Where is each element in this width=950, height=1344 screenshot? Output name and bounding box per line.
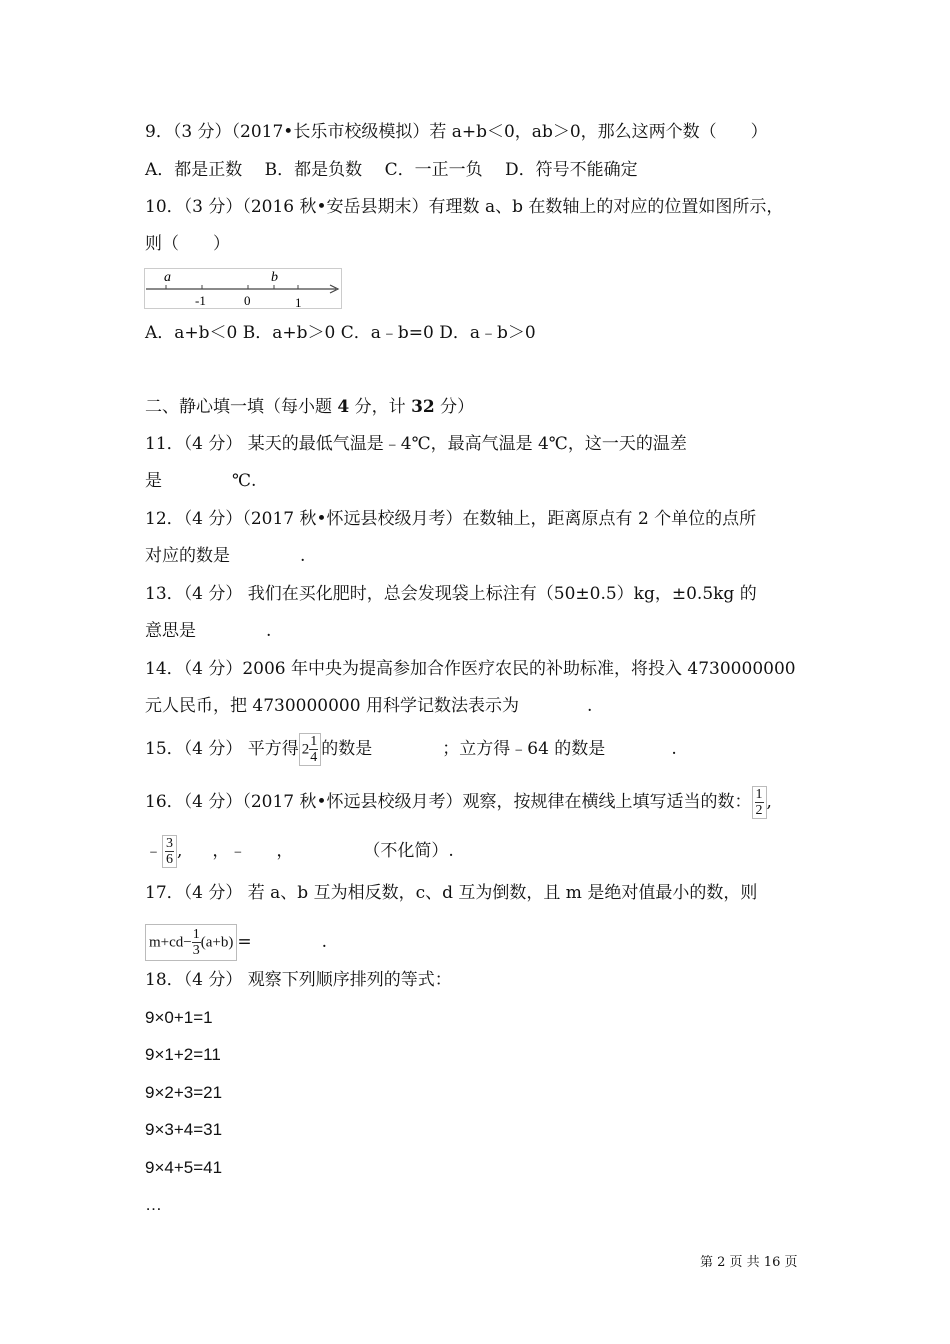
q14-line2 <box>145 695 592 717</box>
q17-line2 <box>145 924 327 961</box>
q17-expr-post: (a+b) <box>200 934 234 951</box>
q15-post: . <box>671 739 677 759</box>
section2-n1: 4 <box>337 397 350 417</box>
q16-sign: ﹣ <box>145 841 162 861</box>
q13-post: . <box>266 621 272 641</box>
q15-num: 1 <box>310 734 318 749</box>
section2-n2: 32 <box>411 397 435 417</box>
q10-stem: 10．（3 分）（2016 秋•安岳县期末）有理数 a、b 在数轴上的对应的位置如图所示， <box>145 197 784 217</box>
q10-stem-cont: 则（ ） <box>145 234 230 254</box>
q16-rest2: ，﹣ <box>212 841 247 861</box>
q18-eq-3: 9×3+4=31 <box>145 1120 223 1139</box>
page-footer: 第 2 页 共 16 页 <box>700 1255 798 1270</box>
q11-pre: 是 <box>145 471 162 491</box>
q17-expression <box>145 924 237 961</box>
q18-ellipsis: … <box>145 1195 162 1214</box>
q16-line1 <box>145 786 772 819</box>
q18-line1: 18．（4 分） 观察下列顺序排列的等式： <box>145 970 452 990</box>
q18-eq-0: 9×0+1=1 <box>145 1008 213 1027</box>
label-b: b <box>271 270 278 285</box>
label-minus1: -1 <box>195 293 206 308</box>
q16-rest1: , <box>177 841 183 861</box>
q14-line1: 14．（4 分）2006 年中央为提高参加合作医疗农民的补助标准，将投入 4730000000 <box>145 659 796 679</box>
q17-expr-den: 3 <box>192 943 200 958</box>
q16-f2-den: 6 <box>166 852 173 867</box>
q16-f1-num: 1 <box>755 787 763 802</box>
section2-mid: 分，计 <box>349 397 412 417</box>
q16-f1-den: 2 <box>755 803 763 818</box>
q15-mid: 的数是 <box>321 739 373 759</box>
section2-heading <box>145 396 474 418</box>
q15-den: 4 <box>310 750 318 765</box>
q16-rest3: ， <box>276 841 294 861</box>
q14-pre: 元人民币，把 4730000000 用科学记数法表示为 <box>145 696 519 716</box>
q11-line2 <box>145 470 256 492</box>
label-one: 1 <box>295 295 302 310</box>
q18-eq-2: 9×2+3=21 <box>145 1083 223 1102</box>
q15-line <box>145 733 677 766</box>
q9-stem: 9．（3 分）（2017•长乐市校级模拟）若 a+b＜0，ab＞0，那么这两个数（ ） <box>145 122 768 142</box>
label-zero: 0 <box>244 293 251 308</box>
q14-post: . <box>586 696 593 716</box>
q16-fraction1 <box>752 786 767 819</box>
q12-line1: 12．（4 分）（2017 秋•怀远县校级月考）在数轴上，距离原点有 2 个单位的点所 <box>145 509 757 529</box>
q12-post: . <box>300 546 306 566</box>
q9-options: A．都是正数 B．都是负数 C．一正一负 D．符号不能确定 <box>145 160 638 180</box>
q15-whole: 2 <box>301 741 310 758</box>
q10-options: A．a+b＜0 B．a+b＞0 C．a﹣b=0 D．a﹣b＞0 <box>145 323 536 343</box>
section2-pre: 二、静心填一填（每小题 <box>145 397 338 417</box>
q18-eq-4: 9×4+5=41 <box>145 1158 223 1177</box>
q12-pre: 对应的数是 <box>145 546 230 566</box>
q15-mid2: ；立方得﹣64 的数是 <box>442 739 606 759</box>
q15-mixed-fraction <box>299 733 322 766</box>
q16-end: （不化简）. <box>363 841 454 861</box>
q16-line2 <box>145 835 454 868</box>
q17-end: . <box>321 932 328 952</box>
number-line-figure <box>144 268 344 310</box>
q11-post: ℃. <box>232 471 257 491</box>
q15-pre: 15．（4 分） 平方得 <box>145 739 299 759</box>
q16-text: 16．（4 分）（2017 秋•怀远县校级月考）观察，按规律在横线上填写适当的数： <box>145 792 752 812</box>
label-a: a <box>164 270 171 285</box>
q17-eq: = <box>237 932 252 952</box>
q13-line2 <box>145 620 271 642</box>
q13-pre: 意思是 <box>145 621 196 641</box>
q17-expr-pre: m+cd− <box>149 934 192 951</box>
q11-line1: 11．（4 分） 某天的最低气温是﹣4℃，最高气温是 4℃，这一天的温差 <box>145 434 687 454</box>
q17-line1: 17．（4 分） 若 a、b 互为相反数，c、d 互为倒数，且 m 是绝对值最小的数，则 <box>145 883 758 903</box>
q18-eq-1: 9×1+2=11 <box>145 1045 221 1064</box>
q17-expr-num: 1 <box>192 927 200 942</box>
q16-comma: , <box>766 792 772 812</box>
q16-f2-num: 3 <box>166 836 173 851</box>
q13-line1: 13．（4 分） 我们在买化肥时，总会发现袋上标注有（50±0.5）kg，±0.5kg 的 <box>145 584 757 604</box>
q16-fraction2 <box>162 835 177 868</box>
section2-post: 分） <box>434 397 475 417</box>
q12-line2 <box>145 545 305 567</box>
